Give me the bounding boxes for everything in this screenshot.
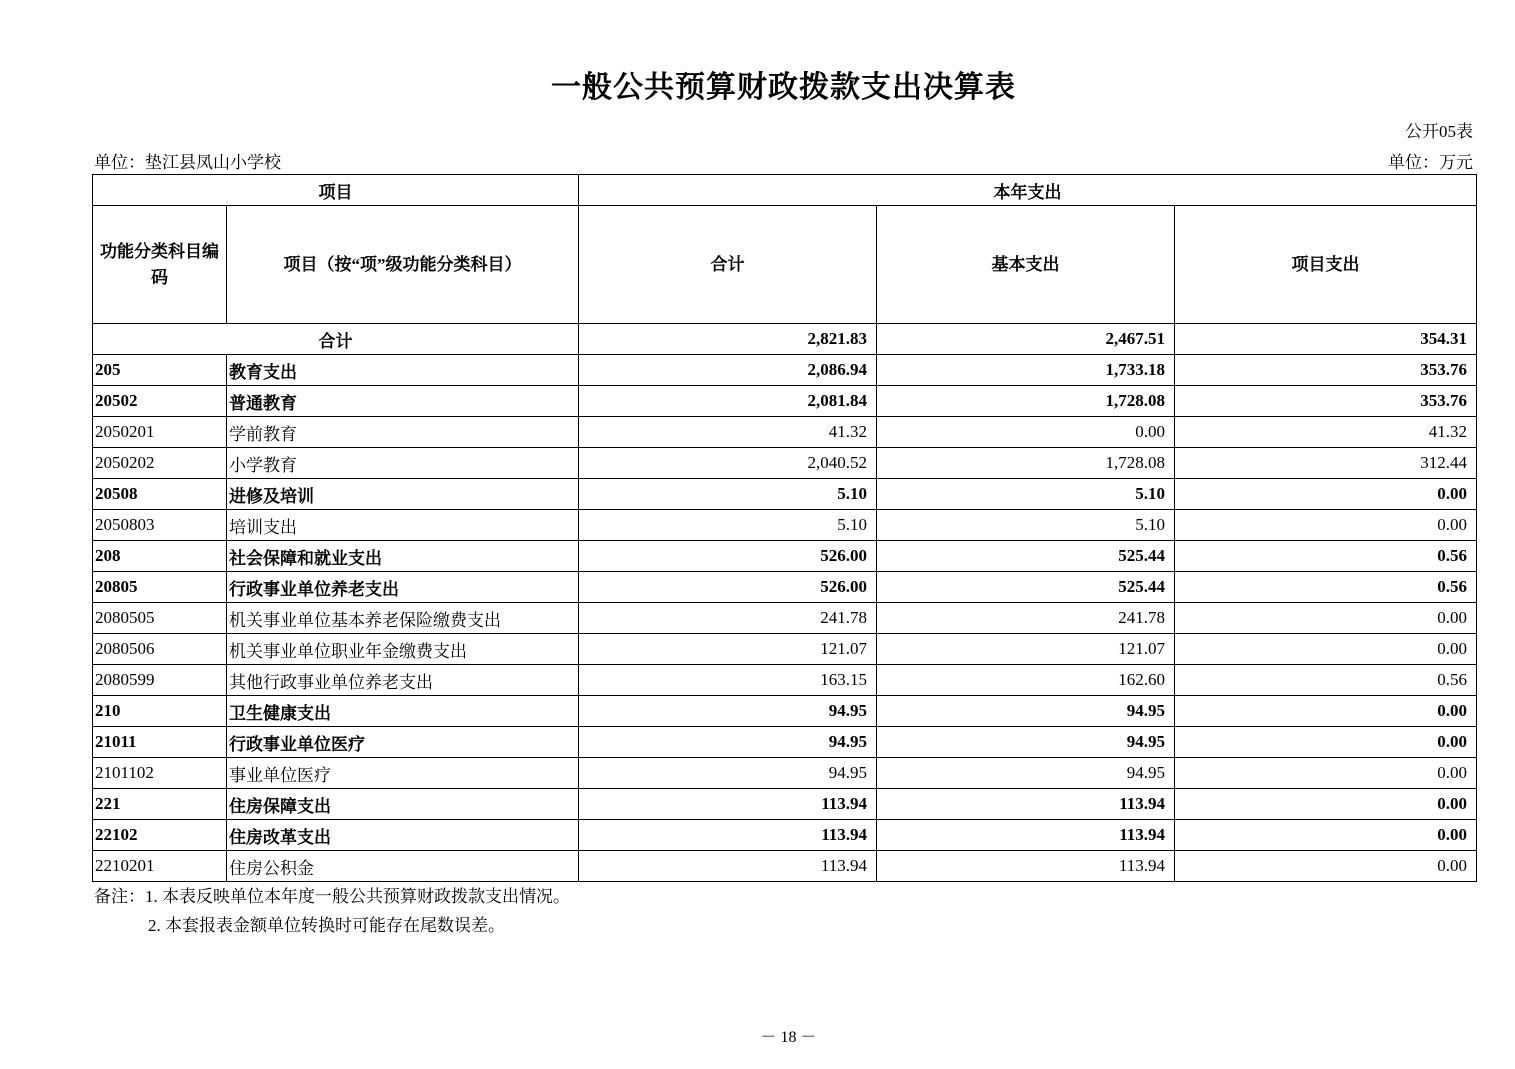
note-line-1: 备注：1. 本表反映单位本年度一般公共预算财政拨款支出情况。: [94, 887, 570, 906]
row-name: 卫生健康支出: [227, 696, 579, 727]
header-project-expenditure: 项目支出: [1175, 206, 1477, 324]
row-total: 94.95: [579, 727, 877, 758]
row-code: 2050201: [93, 417, 227, 448]
row-total: 2,040.52: [579, 448, 877, 479]
expenditure-table: [92, 174, 1477, 882]
row-basic: 5.10: [877, 510, 1175, 541]
row-basic: 525.44: [877, 541, 1175, 572]
row-project: 0.00: [1175, 696, 1477, 727]
row-code: 20805: [93, 572, 227, 603]
row-basic: 113.94: [877, 851, 1175, 882]
table-row: [93, 386, 1477, 417]
table-row: [93, 758, 1477, 789]
row-basic: 113.94: [877, 820, 1175, 851]
row-total: 41.32: [579, 417, 877, 448]
table-row: [93, 355, 1477, 386]
row-basic: 162.60: [877, 665, 1175, 696]
row-name: 住房保障支出: [227, 789, 579, 820]
row-basic: 121.07: [877, 634, 1175, 665]
row-project: 0.00: [1175, 727, 1477, 758]
table-row: [93, 603, 1477, 634]
row-basic: 1,728.08: [877, 386, 1175, 417]
total-label: 合计: [93, 324, 579, 355]
row-code: 2050202: [93, 448, 227, 479]
row-project: 0.00: [1175, 851, 1477, 882]
currency-unit: 单位：万元: [1388, 153, 1473, 172]
table-row: [93, 634, 1477, 665]
row-name: 住房公积金: [227, 851, 579, 882]
row-code: 2080505: [93, 603, 227, 634]
row-basic: 1,728.08: [877, 448, 1175, 479]
row-code: 2050803: [93, 510, 227, 541]
header-row-2: [93, 206, 1477, 324]
row-code: 2080599: [93, 665, 227, 696]
row-name: 进修及培训: [227, 479, 579, 510]
row-project: 353.76: [1175, 386, 1477, 417]
row-project: 0.00: [1175, 479, 1477, 510]
row-project: 0.00: [1175, 634, 1477, 665]
table-row: [93, 820, 1477, 851]
row-basic: 113.94: [877, 789, 1175, 820]
row-code: 205: [93, 355, 227, 386]
table-row: [93, 448, 1477, 479]
note-line-2: 2. 本套报表金额单位转换时可能存在尾数误差。: [148, 916, 505, 935]
row-basic: 525.44: [877, 572, 1175, 603]
row-basic: 0.00: [877, 417, 1175, 448]
row-code: 2210201: [93, 851, 227, 882]
row-project: 353.76: [1175, 355, 1477, 386]
row-name: 行政事业单位医疗: [227, 727, 579, 758]
row-name: 其他行政事业单位养老支出: [227, 665, 579, 696]
row-project: 0.56: [1175, 541, 1477, 572]
row-basic: 94.95: [877, 696, 1175, 727]
row-project: 0.00: [1175, 603, 1477, 634]
table-number: 公开05表: [1405, 122, 1473, 141]
table-row: [93, 479, 1477, 510]
row-project: 0.56: [1175, 572, 1477, 603]
row-name: 机关事业单位基本养老保险缴费支出: [227, 603, 579, 634]
row-code: 210: [93, 696, 227, 727]
row-project: 0.00: [1175, 789, 1477, 820]
row-total: 5.10: [579, 479, 877, 510]
row-total: 94.95: [579, 758, 877, 789]
row-project: 0.56: [1175, 665, 1477, 696]
header-code: 功能分类科目编码: [93, 206, 227, 324]
row-code: 20502: [93, 386, 227, 417]
header-project: 项目: [93, 175, 579, 206]
row-total: 113.94: [579, 789, 877, 820]
row-project: 0.00: [1175, 510, 1477, 541]
table-row: [93, 851, 1477, 882]
row-name: 教育支出: [227, 355, 579, 386]
table-row: [93, 727, 1477, 758]
header-basic: 基本支出: [877, 206, 1175, 324]
table-row: [93, 541, 1477, 572]
row-total: 5.10: [579, 510, 877, 541]
row-code: 2080506: [93, 634, 227, 665]
reporting-unit: 单位：垫江县凤山小学校: [94, 153, 281, 172]
row-basic: 94.95: [877, 758, 1175, 789]
page-title: 一般公共预算财政拨款支出决算表: [551, 71, 1016, 104]
row-basic: 1,733.18: [877, 355, 1175, 386]
row-project: 312.44: [1175, 448, 1477, 479]
row-name: 普通教育: [227, 386, 579, 417]
row-project: 0.00: [1175, 820, 1477, 851]
row-code: 20508: [93, 479, 227, 510]
row-name: 小学教育: [227, 448, 579, 479]
notes: [94, 882, 570, 940]
row-code: 221: [93, 789, 227, 820]
row-name: 机关事业单位职业年金缴费支出: [227, 634, 579, 665]
row-total: 241.78: [579, 603, 877, 634]
table-row: [93, 417, 1477, 448]
row-total: 2,081.84: [579, 386, 877, 417]
row-basic: 94.95: [877, 727, 1175, 758]
row-name: 事业单位医疗: [227, 758, 579, 789]
table-row: [93, 696, 1477, 727]
header-current-year: 本年支出: [579, 175, 1477, 206]
row-code: 21011: [93, 727, 227, 758]
row-name: 培训支出: [227, 510, 579, 541]
row-total: 526.00: [579, 541, 877, 572]
row-total: 113.94: [579, 851, 877, 882]
row-name: 社会保障和就业支出: [227, 541, 579, 572]
header-total: 合计: [579, 206, 877, 324]
table-row: [93, 510, 1477, 541]
table-row: [93, 572, 1477, 603]
row-total: 94.95: [579, 696, 877, 727]
row-basic: 5.10: [877, 479, 1175, 510]
row-code: 22102: [93, 820, 227, 851]
row-name: 学前教育: [227, 417, 579, 448]
header-row-1: [93, 175, 1477, 206]
row-name: 住房改革支出: [227, 820, 579, 851]
row-total: 2,086.94: [579, 355, 877, 386]
page-number: － 18 －: [760, 1029, 817, 1046]
header-item: 项目（按“项”级功能分类科目）: [227, 206, 579, 324]
row-project: 41.32: [1175, 417, 1477, 448]
row-code: 2101102: [93, 758, 227, 789]
total-project: 354.31: [1175, 324, 1477, 355]
total-row: [93, 324, 1477, 355]
table-row: [93, 665, 1477, 696]
row-project: 0.00: [1175, 758, 1477, 789]
row-code: 208: [93, 541, 227, 572]
row-total: 163.15: [579, 665, 877, 696]
row-basic: 241.78: [877, 603, 1175, 634]
row-total: 526.00: [579, 572, 877, 603]
row-total: 113.94: [579, 820, 877, 851]
table-row: [93, 789, 1477, 820]
total-amount: 2,821.83: [579, 324, 877, 355]
total-basic: 2,467.51: [877, 324, 1175, 355]
row-name: 行政事业单位养老支出: [227, 572, 579, 603]
row-total: 121.07: [579, 634, 877, 665]
